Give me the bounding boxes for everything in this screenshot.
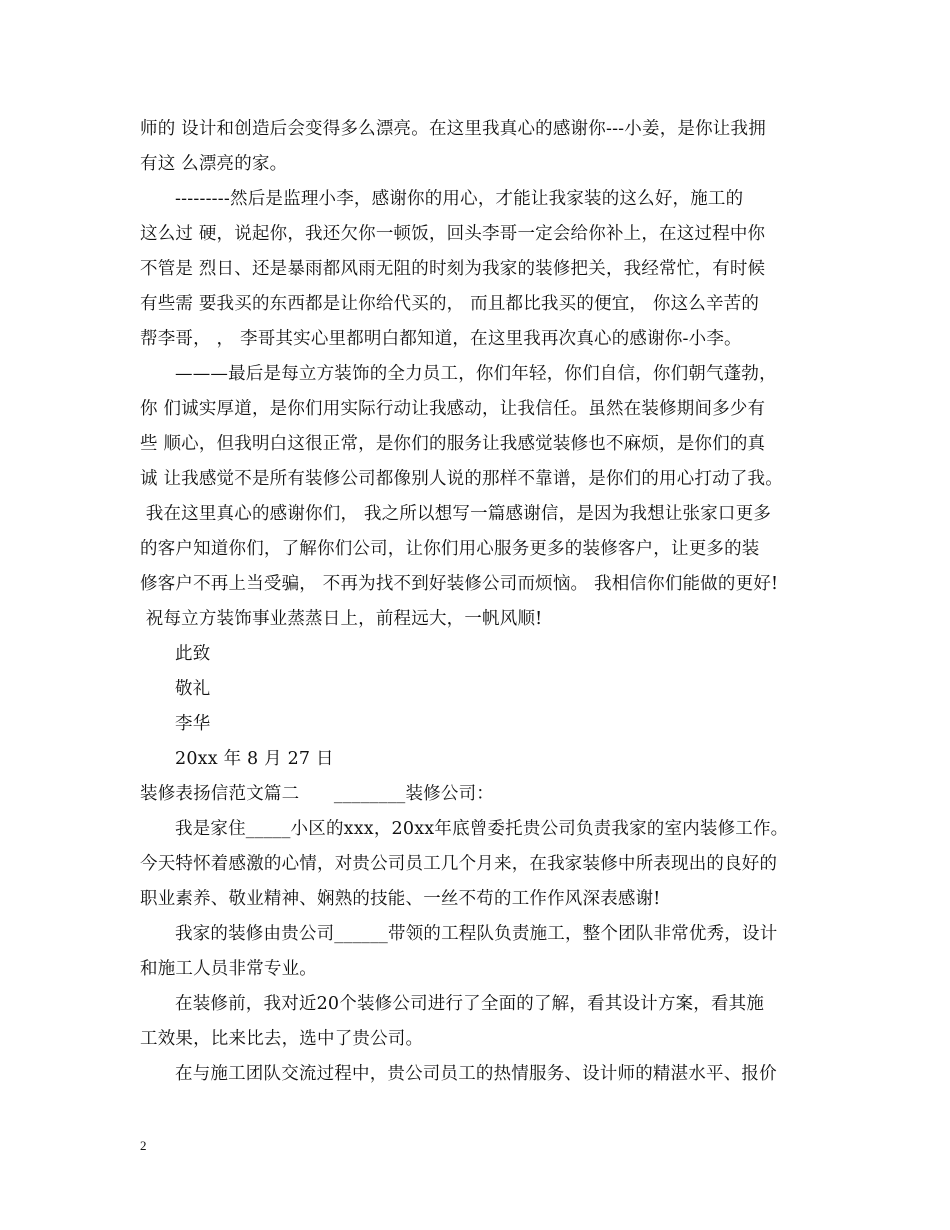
- text-line: 修客户不再上当受骗， 不再为找不到好装修公司而烦恼。 我相信你们能做的更好!: [140, 574, 779, 594]
- signature-name: 李华: [175, 714, 211, 734]
- text-line: 有些需 要我买的东西都是让你给代买的， 而且都比我买的便宜， 你这么辛苦的: [140, 294, 760, 314]
- closing-salutation: 此致: [175, 644, 211, 664]
- section-heading: 装修表扬信范文篇二 ________装修公司：: [140, 784, 494, 804]
- text-line: 我家的装修由贵公司______带领的工程队负责施工，整个团队非常优秀，设计: [175, 924, 778, 944]
- text-line: 的客户知道你们，了解你们公司，让你们用心服务更多的装修客户，让更多的装: [140, 539, 760, 559]
- page-number: 2: [140, 1138, 147, 1153]
- text-line: ---------然后是监理小李，感谢你的用心，才能让我家装的这么好，施工的: [175, 189, 744, 209]
- text-line: 工效果，比来比去，选中了贵公司。: [140, 1029, 424, 1049]
- text-line: 和施工人员非常专业。: [140, 959, 317, 979]
- text-line: 些 顺心，但我明白这很正常，是你们的服务让我感觉装修也不麻烦，是你们的真: [140, 434, 766, 454]
- text-line: 诚 让我感觉不是所有装修公司都像别人说的那样不靠谱，是你们的用心打动了我。: [140, 469, 783, 489]
- text-line: 我在这里真心的感谢你们， 我之所以想写一篇感谢信，是因为我想让张家口更多: [140, 504, 772, 524]
- text-line: 师的 设计和创造后会变得多么漂亮。在这里我真心的感谢你---小姜，是你让我拥: [140, 119, 766, 139]
- text-line: 你 们诚实厚道，是你们用实际行动让我感动，让我信任。虽然在装修期间多少有: [140, 399, 766, 419]
- closing-regards: 敬礼: [175, 679, 211, 699]
- text-line: 在装修前，我对近20个装修公司进行了全面的了解，看其设计方案，看其施: [175, 994, 765, 1014]
- text-line: 祝每立方装饰事业蒸蒸日上，前程远大，一帆风顺!: [140, 609, 543, 629]
- text-line: 有这 么漂亮的家。: [140, 154, 288, 174]
- text-line: 职业素养、敬业精神、娴熟的技能、一丝不苟的工作作风深表感谢!: [140, 889, 661, 909]
- text-line: 今天特怀着感激的心情，对贵公司员工几个月来，在我家装修中所表现出的良好的: [140, 854, 778, 874]
- text-line: 帮李哥， ， 李哥其实心里都明白都知道，在这里我再次真心的感谢你-小李。: [140, 329, 742, 349]
- text-line: 在与施工团队交流过程中，贵公司员工的热情服务、设计师的精湛水平、报价: [175, 1064, 777, 1084]
- text-line: ———最后是每立方装饰的全力员工，你们年轻，你们自信，你们朝气蓬勃，: [175, 364, 777, 384]
- text-line: 不管是 烈日、还是暴雨都风雨无阻的时刻为我家的装修把关，我经常忙，有时候: [140, 259, 766, 279]
- text-line: 我是家住_____小区的xxx，20xx年底曾委托贵公司负责我家的室内装修工作。: [175, 819, 789, 839]
- letter-date: 20xx 年 8 月 27 日: [175, 749, 334, 769]
- text-line: 这么过 硬，说起你，我还欠你一顿饭，回头李哥一定会给你补上，在这过程中你: [140, 224, 766, 244]
